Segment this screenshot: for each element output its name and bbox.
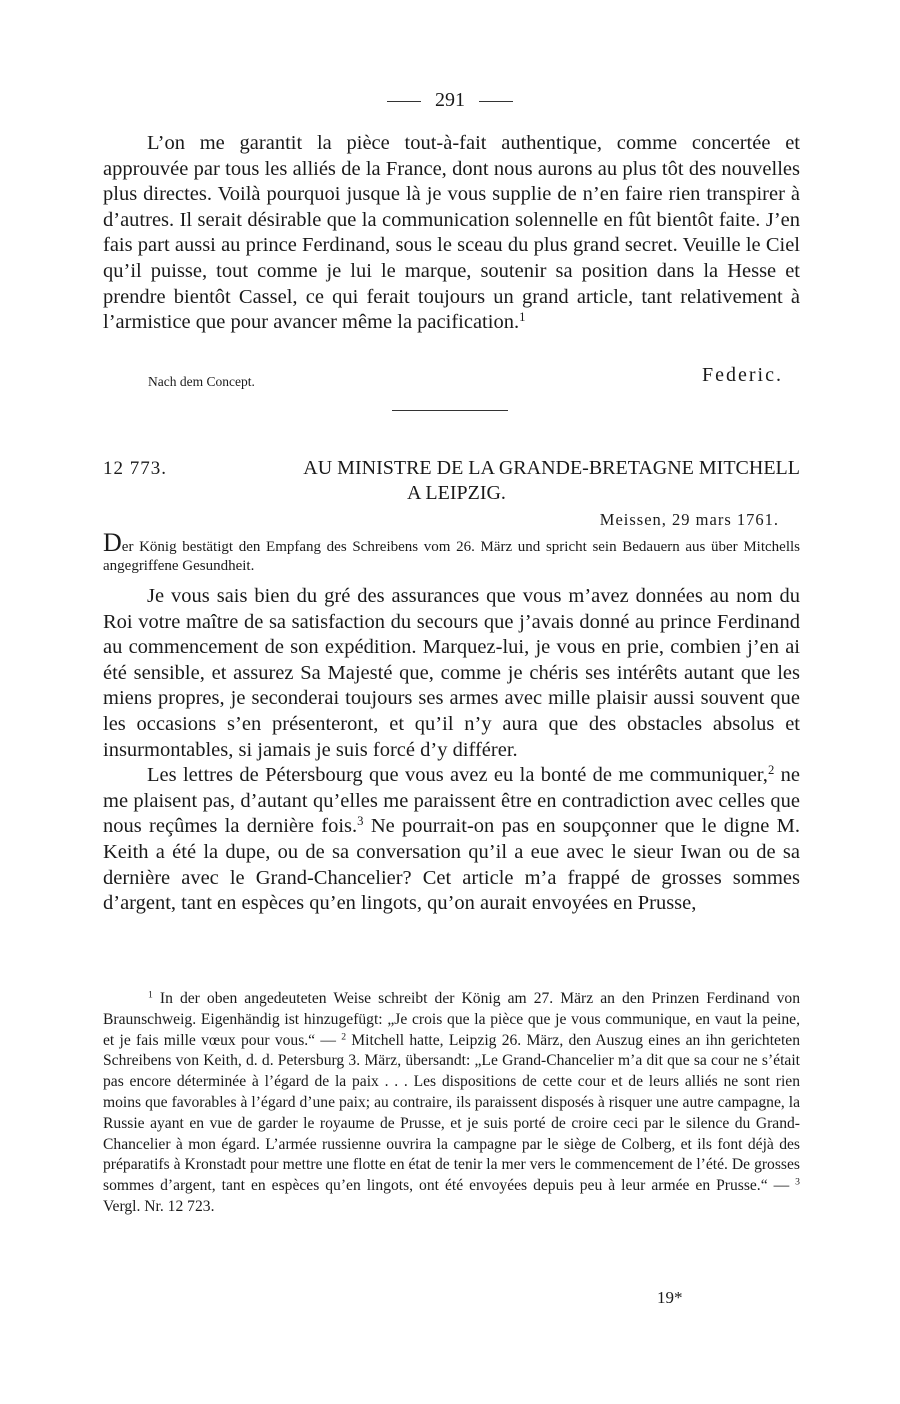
letter-paragraph-2: Les lettres de Pétersbourg que vous avez eu la bonté de me communiquer,$^2$ ne me plaisent pas, d’autant qu’elles me paraissent être en contradiction avec celles que nous reçûmes la dernière fois.$^3$ Ne pourrait-on pas en soupçonner que le digne M. Keith a été la dupe, ou de sa conversation qu’il a eue avec le sieur Iwan ou de sa dernière avec le Grand-Chancelier? Cet article m’a frappé de grosses sommes d’argent, tant en espèces qu’en lingots, qu’on aurait envoyées en Prusse, bbox=[103, 763, 801, 915]
document-number: 12 773. bbox=[103, 458, 167, 479]
footnote-3-marker: 3 bbox=[795, 1176, 800, 1188]
document-title-line1: AU MINISTRE DE LA GRANDE-BRETAGNE MITCHELL bbox=[303, 457, 800, 479]
footnote-3-text: Vergl. Nr. 12 723. bbox=[103, 1197, 215, 1215]
summary-initial: D bbox=[103, 528, 122, 557]
footnote-2-marker: 2 bbox=[341, 1031, 347, 1043]
signature: Federic. bbox=[702, 364, 783, 386]
letter-body bbox=[103, 584, 800, 917]
document-heading bbox=[103, 456, 800, 506]
header-dash-left bbox=[387, 101, 421, 102]
dateline: Meissen, 29 mars 1761. bbox=[599, 510, 779, 529]
letter-paragraph-1: Je vous sais bien du gré des assurances que vous m’avez données au nom du Roi votre maître de sa satisfaction du secours que j’avais donné au prince Ferdinand au commencement de son expédition. Marquez-lui, je vous en prie, combien j’en ai été sensible, et assurez Sa Majesté que, comme je chéris ses intérêts autant que les miens propres, je seconderai toujours ses armes avec mille plaisir aussi souvent que les occasions s’en présenteront, et qu’il n’y aura que des obstacles absolus et insurmontables, si jamais je suis forcé d’y différer. bbox=[103, 585, 800, 761]
footnote-ref-1: 1 bbox=[519, 310, 526, 325]
footnote-ref-3: 3 bbox=[357, 814, 364, 829]
footnote-ref-2: 2 bbox=[767, 763, 775, 778]
document-title-line2: A LEIPZIG. bbox=[407, 482, 506, 504]
previous-letter-end bbox=[103, 131, 800, 336]
sheet-signature-mark: 19* bbox=[657, 1288, 683, 1307]
previous-letter-paragraph: L’on me garantit la pièce tout-à-fait authentique, comme concertée et approuvée par tous les alliés de la France, dont nous aurons au plus tôt des nouvelles plus directes. Voilà pourquoi jusque là je vous supplie de n’en faire rien transpirer à d’autres. Il serait désirable que la communication solennelle en fût bientôt faite. J’en fais part aussi au prince Ferdinand, sous le sceau du plus grand secret. Veuille le Ciel qu’il puisse, tout comme je lui le marque, soutenir sa position dans la Hesse et prendre bientôt Cassel, ce qui ferait toujours un grand article, tant relativement à l’armistice que pour avancer même la pacification.$^1$ bbox=[103, 132, 800, 334]
header-dash-right bbox=[479, 101, 513, 102]
summary-text: er König bestätigt den Empfang des Schreibens vom 26. März und spricht sein Bedauern aus über Mitchells angegriffene Gesundheit. bbox=[103, 539, 800, 574]
source-note: Nach dem Concept. bbox=[148, 374, 255, 389]
document-summary bbox=[103, 528, 800, 576]
page-number: 291 bbox=[435, 89, 465, 111]
footnotes bbox=[103, 989, 800, 1218]
footnote-2-text: Mitchell hatte, Leipzig 26. März, den Auszug eines an ihn gerichteten Schreibens von Keith, d. d. Petersburg 3. März, übersandt: „Le Grand-Chancelier m’a dit que sa cour ne s’était pas encore déterminée à l’égard de la paix . . . Les dispositions de cette cour et de leurs alliés ne sont rien moins que favorables à l’égard d’une paix; au contraire, ils paraissent disposés à risquer une autre campagne, la Russie ayant en vue de garder le royaume de Prusse, et je suis porté de croire ceci par le silence du Grand-Chancelier à mon égard. L’armée russienne ouvrira la campagne par le siège de Colberg, et ils font déjà des préparatifs à Kronstadt pour mettre une flotte en état de tenir la mer vers le commencement de l’été. De grosses sommes d’argent, tant en espèces qu’en lingots, ont été envoyées depuis peu à leur armée en Prusse.“ — bbox=[103, 1031, 800, 1195]
footnote-1-marker: 1 bbox=[148, 989, 153, 1001]
letter-signoff bbox=[103, 364, 783, 392]
footnote-1-text: In der oben angedeuteten Weise schreibt der König am 27. März an den Prinzen Ferdinand von Braunschweig. Eigenhändig ist hinzugefügt: „Je crois que la pièce que je vous communique, en vaut la peine, et je fais mille vœux pour vous.“ — bbox=[103, 990, 800, 1049]
section-divider bbox=[392, 410, 508, 411]
page-header bbox=[0, 86, 900, 114]
